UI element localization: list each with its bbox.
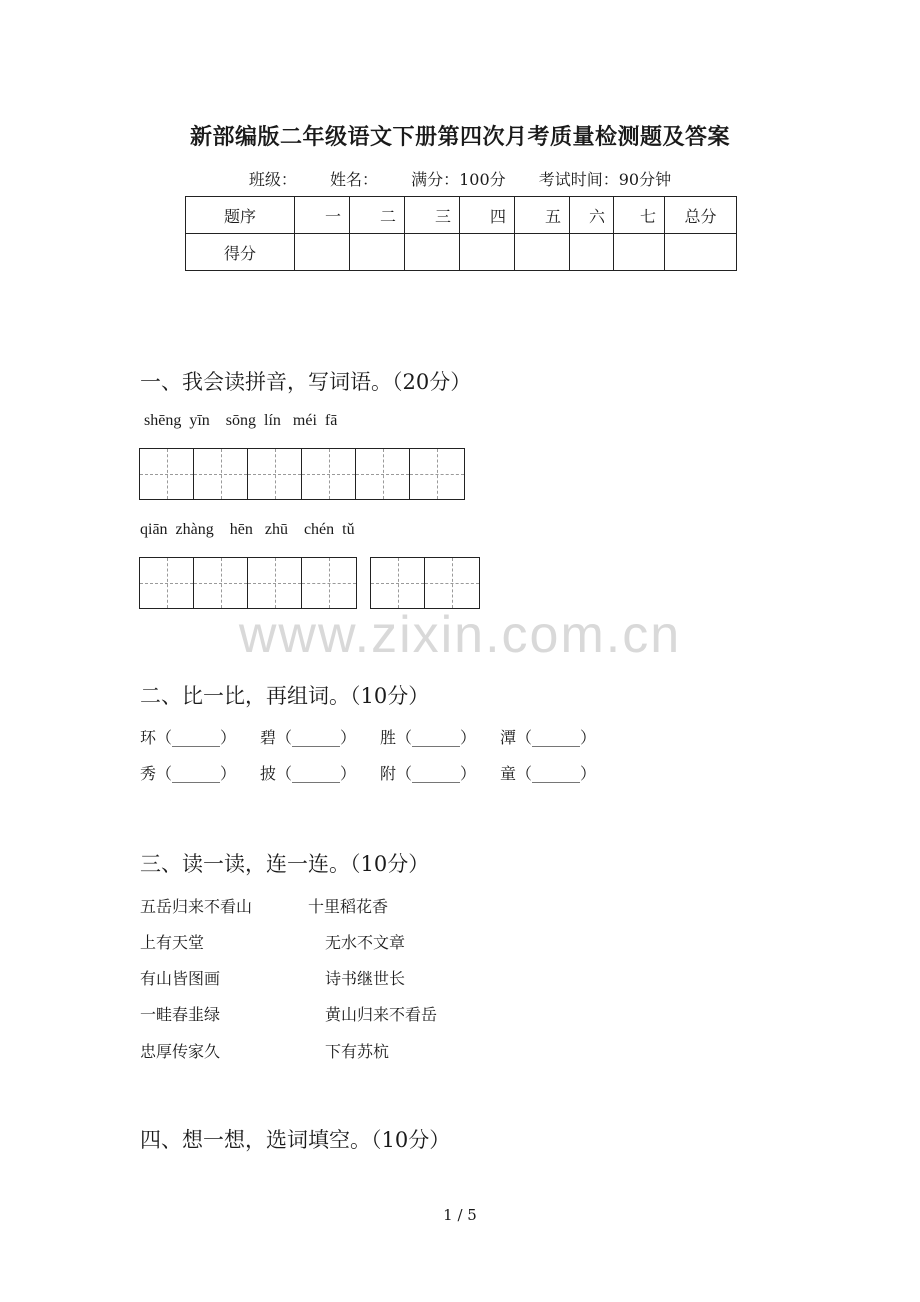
match-left-item: 五岳归来不看山 [140,897,253,916]
exam-info [0,167,920,190]
score-header-cell: 题序 [186,197,295,234]
score-input-cell[interactable] [295,234,350,271]
writing-cell[interactable] [302,558,356,608]
section-3-heading: 三、读一读，连一连。（10分） [140,852,430,876]
score-table-score-row [186,234,737,271]
word-blank[interactable]: 秀（______） [140,764,237,783]
full-score: 满分：100分 [411,170,506,189]
name-label: 姓名： [329,170,378,189]
word-row-2 [140,761,620,784]
match-right-item: 诗书继世长 [325,969,406,988]
score-header-cell: 三 [405,197,460,234]
word-blank[interactable]: 童（______） [500,764,597,783]
section-1-heading: 一、我会读拼音，写词语。（20分） [140,370,472,394]
match-right-item: 下有苏杭 [325,1042,390,1061]
word-blank[interactable]: 附（______） [380,764,477,783]
score-header-cell: 七 [614,197,665,234]
document-title: 新部编版二年级语文下册第四次月考质量检测题及答案 [189,124,730,150]
match-left-item: 有山皆图画 [140,969,221,988]
match-right-item: 十里稻花香 [308,897,389,916]
writing-grid-row-1 [139,448,465,500]
score-header-cell: 总分 [665,197,737,234]
writing-cell[interactable] [140,449,194,499]
writing-cell[interactable] [140,558,194,608]
score-input-cell[interactable] [614,234,665,271]
score-input-cell[interactable] [405,234,460,271]
score-table-header-row [186,197,737,234]
score-header-cell: 一 [295,197,350,234]
match-left-item: 一畦春韭绿 [140,1005,221,1024]
word-blank[interactable]: 碧（______） [260,728,357,747]
score-row-label: 得分 [186,234,295,271]
watermark: www.zixin.com.cn [238,606,682,664]
writing-cell[interactable] [371,558,425,608]
score-header-cell: 六 [570,197,614,234]
word-blank[interactable]: 胜（______） [380,728,477,747]
writing-grid-row-2b [370,557,480,609]
section-2-heading: 二、比一比，再组词。（10分） [140,684,430,708]
word-blank[interactable]: 披（______） [260,764,357,783]
word-row-1 [140,725,620,748]
word-blank[interactable]: 潭（______） [500,728,597,747]
exam-time: 考试时间：90分钟 [538,170,672,189]
match-right-item: 无水不文章 [325,933,406,952]
score-header-cell: 五 [515,197,570,234]
score-header-cell: 四 [460,197,515,234]
section-4-heading: 四、想一想，选词填空。（10分） [140,1128,451,1152]
score-input-cell[interactable] [350,234,405,271]
writing-cell[interactable] [194,558,248,608]
writing-grid-row-2a [139,557,357,609]
match-right-item: 黄山归来不看岳 [325,1005,438,1024]
pinyin-row-2: qiān zhàng hēn zhū chén tǔ [140,521,355,538]
score-input-cell[interactable] [460,234,515,271]
writing-cell[interactable] [248,449,302,499]
writing-cell[interactable] [248,558,302,608]
writing-cell[interactable] [194,449,248,499]
match-left-item: 上有天堂 [140,933,205,952]
match-left-item: 忠厚传家久 [140,1042,221,1061]
pinyin-row-1: shēng yīn sōng lín méi fā [144,412,338,429]
score-input-cell[interactable] [515,234,570,271]
score-input-cell[interactable] [570,234,614,271]
score-table [185,196,737,271]
writing-cell[interactable] [425,558,479,608]
writing-cell[interactable] [356,449,410,499]
class-label: 班级： [248,170,297,189]
writing-cell[interactable] [410,449,464,499]
page-number: 1 / 5 [443,1206,477,1224]
score-header-cell: 二 [350,197,405,234]
writing-cell[interactable] [302,449,356,499]
word-blank[interactable]: 环（______） [140,728,237,747]
score-input-cell[interactable] [665,234,737,271]
